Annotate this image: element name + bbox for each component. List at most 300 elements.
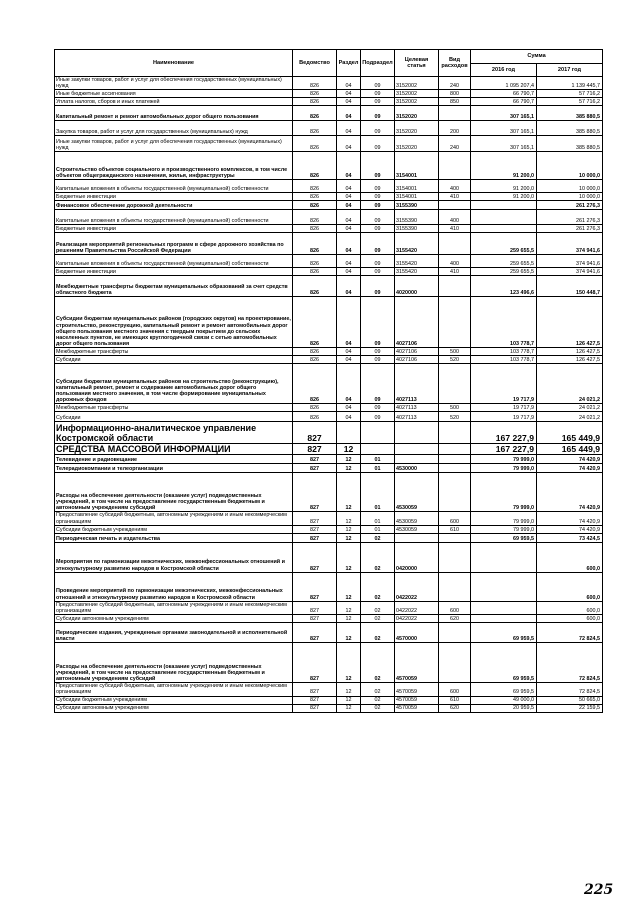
row-department: 827 — [293, 455, 337, 464]
row-section: 12 — [337, 464, 361, 473]
row-sum-2017: 72 824,5 — [537, 643, 603, 683]
table-row — [55, 268, 603, 276]
row-sum-2017: 74 420,9 — [537, 464, 603, 473]
row-sum-2016: 259 655,5 — [471, 233, 537, 255]
row-target-article: 4027113 — [395, 412, 439, 422]
row-sum-2017: 374 941,6 — [537, 268, 603, 276]
row-section: 04 — [337, 90, 361, 98]
row-sum-2016: 91 200,0 — [471, 152, 537, 180]
row-sum-2016: 167 227,9 — [471, 444, 537, 455]
budget-table — [54, 49, 603, 713]
row-target-article: 4027106 — [395, 297, 439, 348]
row-subsection: 09 — [361, 77, 395, 90]
row-sum-2016 — [471, 210, 537, 225]
row-section: 12 — [337, 643, 361, 683]
row-subsection: 09 — [361, 276, 395, 297]
row-department: 827 — [293, 683, 337, 696]
row-subsection: 09 — [361, 412, 395, 422]
row-sum-2017: 261 276,3 — [537, 210, 603, 225]
row-name: Иные закупки товаров, работ и услуг для обеспечения государственных (муниципальных) нужд — [55, 77, 293, 90]
row-sum-2017: 24 021,2 — [537, 364, 603, 404]
row-section: 12 — [337, 704, 361, 712]
row-department: 826 — [293, 136, 337, 152]
table-row — [55, 255, 603, 268]
row-sum-2017: 57 716,2 — [537, 90, 603, 98]
row-sum-2016 — [471, 542, 537, 572]
header-subsection: Подраздел — [361, 50, 395, 77]
row-department: 827 — [293, 704, 337, 712]
row-name: Субсидии бюджетам муниципальных районов на строительство (реконструкцию), капитальный ремонт, ремонт и содержание автомобильных дорог общего пользования местного значения, в том числе формирование муниципальных дорожных фондов — [55, 364, 293, 404]
row-section: 04 — [337, 98, 361, 106]
row-name: Субсидии автономным учреждениям — [55, 704, 293, 712]
row-sum-2016: 79 999,0 — [471, 464, 537, 473]
row-section: 04 — [337, 210, 361, 225]
row-target-article: 3154001 — [395, 152, 439, 180]
row-name: Бюджетные инвестиции — [55, 193, 293, 201]
row-sum-2016: 79 999,0 — [471, 512, 537, 525]
row-name: Уплата налогов, сборов и иных платежей — [55, 98, 293, 106]
row-expense-type — [439, 464, 471, 473]
row-target-article: 0422022 — [395, 601, 439, 614]
row-department: 827 — [293, 601, 337, 614]
row-target-article: 4570059 — [395, 696, 439, 704]
table-row — [55, 180, 603, 193]
row-sum-2016 — [471, 601, 537, 614]
row-target-article: 4027113 — [395, 364, 439, 404]
row-subsection: 01 — [361, 512, 395, 525]
row-department: 827 — [293, 542, 337, 572]
row-target-article: 3155390 — [395, 225, 439, 233]
row-sum-2017: 374 941,6 — [537, 255, 603, 268]
table-row — [55, 525, 603, 533]
row-sum-2017: 126 427,5 — [537, 356, 603, 364]
row-target-article: 4530059 — [395, 473, 439, 512]
table-row — [55, 77, 603, 90]
row-target-article: 3152020 — [395, 121, 439, 136]
row-department: 826 — [293, 98, 337, 106]
row-subsection: 09 — [361, 297, 395, 348]
row-expense-type: 600 — [439, 512, 471, 525]
row-section: 12 — [337, 512, 361, 525]
table-row — [55, 121, 603, 136]
row-department: 826 — [293, 225, 337, 233]
row-name: Капитальные вложения в объекты государственной (муниципальной) собственности — [55, 210, 293, 225]
row-expense-type: 520 — [439, 356, 471, 364]
row-expense-type — [439, 572, 471, 601]
table-row — [55, 276, 603, 297]
row-section: 12 — [337, 696, 361, 704]
row-target-article: 4530000 — [395, 464, 439, 473]
row-sum-2016: 69 959,5 — [471, 643, 537, 683]
table-row — [55, 542, 603, 572]
row-department: 826 — [293, 201, 337, 210]
table-row — [55, 601, 603, 614]
row-section: 04 — [337, 255, 361, 268]
row-expense-type — [439, 623, 471, 643]
row-sum-2016: 103 778,7 — [471, 356, 537, 364]
table-row — [55, 404, 603, 412]
row-sum-2017: 600,0 — [537, 542, 603, 572]
table-row — [55, 193, 603, 201]
row-name: Межбюджетные трансферты — [55, 348, 293, 356]
row-department: 826 — [293, 152, 337, 180]
row-target-article: 0422022 — [395, 572, 439, 601]
row-expense-type — [439, 297, 471, 348]
row-subsection: 09 — [361, 180, 395, 193]
row-department: 827 — [293, 512, 337, 525]
row-department: 826 — [293, 233, 337, 255]
row-sum-2016: 103 778,7 — [471, 297, 537, 348]
row-sum-2016: 66 790,7 — [471, 98, 537, 106]
row-sum-2017: 126 427,5 — [537, 297, 603, 348]
row-department: 826 — [293, 77, 337, 90]
row-expense-type — [439, 444, 471, 455]
row-section: 04 — [337, 404, 361, 412]
row-sum-2017: 385 880,5 — [537, 106, 603, 121]
row-name: Межбюджетные трансферты — [55, 404, 293, 412]
row-sum-2017: 50 665,0 — [537, 696, 603, 704]
row-name: Расходы на обеспечение деятельности (оказание услуг) подведомственных учреждений, в том числе на предоставление государственным бюджетным и автономным учреждениям субсидий — [55, 473, 293, 512]
row-expense-type — [439, 152, 471, 180]
row-sum-2016: 307 165,1 — [471, 136, 537, 152]
row-target-article: 4530059 — [395, 512, 439, 525]
row-target-article: 3155390 — [395, 210, 439, 225]
row-target-article — [395, 533, 439, 542]
row-expense-type: 400 — [439, 255, 471, 268]
row-sum-2017: 10 000,0 — [537, 180, 603, 193]
row-expense-type: 610 — [439, 525, 471, 533]
row-department: 827 — [293, 473, 337, 512]
row-sum-2016 — [471, 615, 537, 623]
row-expense-type — [439, 533, 471, 542]
table-row — [55, 297, 603, 348]
row-subsection: 02 — [361, 542, 395, 572]
row-expense-type: 500 — [439, 404, 471, 412]
row-name: Иные бюджетные ассигнования — [55, 90, 293, 98]
row-name: СРЕДСТВА МАССОВОЙ ИНФОРМАЦИИ — [55, 444, 293, 455]
row-expense-type: 240 — [439, 77, 471, 90]
table-row — [55, 533, 603, 542]
row-subsection: 09 — [361, 210, 395, 225]
row-subsection: 09 — [361, 356, 395, 364]
header-target-article: Целевая статья — [395, 50, 439, 77]
row-name: Иные закупки товаров, работ и услуг для обеспечения государственных (муниципальных) нужд — [55, 136, 293, 152]
row-sum-2016: 79 999,0 — [471, 455, 537, 464]
row-target-article — [395, 444, 439, 455]
row-section: 04 — [337, 77, 361, 90]
row-department: 826 — [293, 356, 337, 364]
row-name: Информационно-аналитическое управление Костромской области — [55, 422, 293, 444]
row-expense-type: 600 — [439, 601, 471, 614]
row-sum-2016: 19 717,9 — [471, 364, 537, 404]
row-expense-type — [439, 643, 471, 683]
row-name: Капитальный ремонт и ремонт автомобильных дорог общего пользования — [55, 106, 293, 121]
row-name: Бюджетные инвестиции — [55, 225, 293, 233]
row-department: 827 — [293, 623, 337, 643]
table-row — [55, 364, 603, 404]
row-target-article — [395, 422, 439, 444]
row-target-article: 3155420 — [395, 268, 439, 276]
row-subsection: 09 — [361, 152, 395, 180]
row-subsection: 09 — [361, 106, 395, 121]
row-subsection: 09 — [361, 98, 395, 106]
row-target-article: 3152002 — [395, 77, 439, 90]
row-subsection: 09 — [361, 225, 395, 233]
table-row — [55, 152, 603, 180]
row-sum-2016: 91 200,0 — [471, 193, 537, 201]
row-department: 826 — [293, 364, 337, 404]
table-row — [55, 210, 603, 225]
row-target-article: 3155420 — [395, 233, 439, 255]
row-subsection — [361, 422, 395, 444]
row-target-article: 3152002 — [395, 90, 439, 98]
budget-sheet — [54, 49, 602, 713]
row-sum-2016: 307 165,1 — [471, 106, 537, 121]
row-section: 12 — [337, 615, 361, 623]
row-sum-2017: 1 139 445,7 — [537, 77, 603, 90]
row-target-article: 4570059 — [395, 704, 439, 712]
row-target-article: 4027106 — [395, 356, 439, 364]
row-department: 827 — [293, 525, 337, 533]
table-row — [55, 455, 603, 464]
row-section: 04 — [337, 193, 361, 201]
row-sum-2017: 74 420,9 — [537, 473, 603, 512]
row-section: 04 — [337, 106, 361, 121]
table-row — [55, 233, 603, 255]
row-name: Расходы на обеспечение деятельности (оказание услуг) подведомственных учреждений, в том числе на предоставление государственным бюджетным и автономным учреждениям субсидий — [55, 643, 293, 683]
row-expense-type — [439, 473, 471, 512]
table-row — [55, 444, 603, 455]
row-section: 12 — [337, 533, 361, 542]
table-row — [55, 90, 603, 98]
row-sum-2017: 600,0 — [537, 572, 603, 601]
row-sum-2017: 74 420,9 — [537, 525, 603, 533]
row-expense-type: 240 — [439, 136, 471, 152]
row-name: Реализация мероприятий региональных программ в сфере дорожного хозяйства по решениям Правительства Российской Федерации — [55, 233, 293, 255]
row-sum-2017: 72 824,5 — [537, 683, 603, 696]
row-sum-2017: 74 420,9 — [537, 455, 603, 464]
row-target-article: 4570059 — [395, 643, 439, 683]
row-target-article: 4020000 — [395, 276, 439, 297]
row-subsection: 09 — [361, 121, 395, 136]
row-sum-2017: 73 424,5 — [537, 533, 603, 542]
row-department: 826 — [293, 210, 337, 225]
row-expense-type: 850 — [439, 98, 471, 106]
row-name: Субсидии автономным учреждениям — [55, 615, 293, 623]
table-row — [55, 356, 603, 364]
row-expense-type: 800 — [439, 90, 471, 98]
table-row — [55, 348, 603, 356]
row-sum-2016: 19 717,9 — [471, 412, 537, 422]
row-section: 12 — [337, 601, 361, 614]
header-name: Наименование — [55, 50, 293, 77]
row-sum-2017: 72 824,5 — [537, 623, 603, 643]
row-name: Мероприятия по гармонизации межэтнических, межконфессиональных отношений и этнокультурному развитию народов в Костромской области — [55, 542, 293, 572]
row-sum-2017: 74 420,9 — [537, 512, 603, 525]
row-section: 12 — [337, 623, 361, 643]
row-name: Предоставление субсидий бюджетным, автономным учреждениям и иным некоммерческим организациям — [55, 512, 293, 525]
row-sum-2017: 22 159,5 — [537, 704, 603, 712]
row-sum-2017: 600,0 — [537, 601, 603, 614]
row-sum-2016 — [471, 225, 537, 233]
row-department: 827 — [293, 533, 337, 542]
row-name: Закупка товаров, работ и услуг для государственных (муниципальных) нужд — [55, 121, 293, 136]
row-name: Телевидение и радиовещание — [55, 455, 293, 464]
row-subsection: 09 — [361, 364, 395, 404]
row-department: 826 — [293, 193, 337, 201]
table-row — [55, 473, 603, 512]
table-row — [55, 106, 603, 121]
row-subsection: 01 — [361, 525, 395, 533]
row-section: 12 — [337, 525, 361, 533]
row-expense-type — [439, 276, 471, 297]
row-name: Капитальные вложения в объекты государственной (муниципальной) собственности — [55, 180, 293, 193]
row-subsection: 02 — [361, 601, 395, 614]
row-subsection: 02 — [361, 533, 395, 542]
row-sum-2016: 259 655,5 — [471, 268, 537, 276]
row-sum-2017: 150 448,7 — [537, 276, 603, 297]
table-row — [55, 412, 603, 422]
row-name: Субсидии — [55, 356, 293, 364]
row-name: Предоставление субсидий бюджетным, автономным учреждениям и иным некоммерческим организациям — [55, 683, 293, 696]
row-subsection: 02 — [361, 683, 395, 696]
row-section: 12 — [337, 683, 361, 696]
row-sum-2016: 66 790,7 — [471, 90, 537, 98]
row-name: Строительство объектов социального и производственного комплексов, в том числе объектов общегражданского назначения, жилья, инфраструктуры — [55, 152, 293, 180]
row-name: Периодическая печать и издательства — [55, 533, 293, 542]
row-sum-2017: 24 021,2 — [537, 412, 603, 422]
row-subsection: 02 — [361, 643, 395, 683]
row-name: Межбюджетные трансферты бюджетам муниципальных образований за счет средств областного бюджета — [55, 276, 293, 297]
row-department: 826 — [293, 297, 337, 348]
row-sum-2017: 600,0 — [537, 615, 603, 623]
row-target-article: 4530059 — [395, 525, 439, 533]
row-expense-type: 620 — [439, 615, 471, 623]
row-department: 827 — [293, 615, 337, 623]
row-name: Субсидии бюджетным учреждениям — [55, 696, 293, 704]
row-section: 04 — [337, 180, 361, 193]
table-row — [55, 696, 603, 704]
row-sum-2017: 261 276,3 — [537, 225, 603, 233]
row-department: 826 — [293, 90, 337, 98]
table-row — [55, 572, 603, 601]
table-row — [55, 225, 603, 233]
row-sum-2017: 10 000,0 — [537, 193, 603, 201]
row-section: 12 — [337, 455, 361, 464]
header-year-2017: 2017 год — [537, 64, 603, 77]
row-expense-type: 410 — [439, 225, 471, 233]
row-sum-2017: 10 000,0 — [537, 152, 603, 180]
row-section: 04 — [337, 297, 361, 348]
row-department: 826 — [293, 412, 337, 422]
row-name: Финансовое обеспечение дорожной деятельности — [55, 201, 293, 210]
row-expense-type: 600 — [439, 683, 471, 696]
row-target-article: 3152002 — [395, 98, 439, 106]
row-subsection: 02 — [361, 704, 395, 712]
page-number: 225 — [584, 882, 614, 898]
row-sum-2016: 69 959,5 — [471, 623, 537, 643]
row-expense-type — [439, 455, 471, 464]
row-target-article: 4570000 — [395, 623, 439, 643]
row-expense-type: 400 — [439, 180, 471, 193]
row-expense-type: 610 — [439, 696, 471, 704]
row-expense-type: 400 — [439, 210, 471, 225]
row-expense-type: 410 — [439, 193, 471, 201]
row-sum-2016: 103 778,7 — [471, 348, 537, 356]
row-section — [337, 422, 361, 444]
table-body — [55, 77, 603, 713]
row-sum-2016: 69 959,5 — [471, 683, 537, 696]
row-section: 04 — [337, 268, 361, 276]
row-sum-2017: 374 941,6 — [537, 233, 603, 255]
row-department: 826 — [293, 255, 337, 268]
row-expense-type — [439, 364, 471, 404]
row-sum-2016: 307 165,1 — [471, 121, 537, 136]
row-expense-type — [439, 542, 471, 572]
row-target-article: 0420000 — [395, 542, 439, 572]
row-name: Субсидии — [55, 412, 293, 422]
row-section: 04 — [337, 348, 361, 356]
row-sum-2016 — [471, 201, 537, 210]
row-department: 826 — [293, 180, 337, 193]
row-subsection: 02 — [361, 572, 395, 601]
row-sum-2017: 385 880,5 — [537, 121, 603, 136]
row-name: Телерадиокомпании и телеорганизации — [55, 464, 293, 473]
row-name: Капитальные вложения в объекты государственной (муниципальной) собственности — [55, 255, 293, 268]
row-section: 04 — [337, 356, 361, 364]
row-subsection: 09 — [361, 233, 395, 255]
table-row — [55, 136, 603, 152]
row-department: 826 — [293, 404, 337, 412]
table-row — [55, 512, 603, 525]
row-sum-2016: 19 717,9 — [471, 404, 537, 412]
row-subsection — [361, 444, 395, 455]
row-subsection: 01 — [361, 455, 395, 464]
row-target-article: 3154001 — [395, 193, 439, 201]
row-sum-2017: 165 449,9 — [537, 422, 603, 444]
row-section: 04 — [337, 276, 361, 297]
row-section: 12 — [337, 473, 361, 512]
table-row — [55, 464, 603, 473]
row-expense-type — [439, 201, 471, 210]
row-sum-2017: 126 427,5 — [537, 348, 603, 356]
row-sum-2016: 49 000,0 — [471, 696, 537, 704]
row-section: 12 — [337, 542, 361, 572]
row-sum-2017: 24 021,2 — [537, 404, 603, 412]
row-target-article: 0422022 — [395, 615, 439, 623]
header-department: Ведомство — [293, 50, 337, 77]
row-sum-2016: 79 999,0 — [471, 473, 537, 512]
row-subsection: 09 — [361, 268, 395, 276]
row-section: 12 — [337, 572, 361, 601]
row-sum-2016: 167 227,9 — [471, 422, 537, 444]
row-sum-2016: 69 959,5 — [471, 533, 537, 542]
row-department: 827 — [293, 444, 337, 455]
row-department: 826 — [293, 121, 337, 136]
row-target-article: 4570059 — [395, 683, 439, 696]
header-year-2016: 2016 год — [471, 64, 537, 77]
table-row — [55, 643, 603, 683]
row-department: 827 — [293, 696, 337, 704]
row-subsection: 09 — [361, 136, 395, 152]
row-name: Бюджетные инвестиции — [55, 268, 293, 276]
row-sum-2017: 57 716,2 — [537, 98, 603, 106]
row-department: 827 — [293, 464, 337, 473]
row-subsection: 09 — [361, 255, 395, 268]
row-expense-type: 520 — [439, 412, 471, 422]
row-subsection: 09 — [361, 90, 395, 98]
row-section: 04 — [337, 136, 361, 152]
